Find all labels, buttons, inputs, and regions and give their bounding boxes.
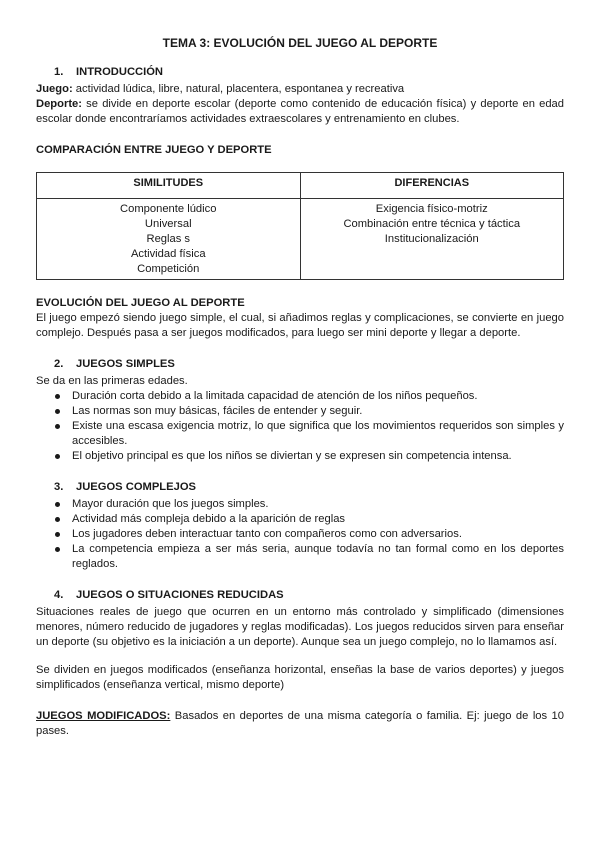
definition-deporte: [36, 97, 564, 127]
table-cell-item: Exigencia físico-motriz: [375, 203, 488, 215]
list-item: Los jugadores deben interactuar tanto con compañeros como con adversarios.: [54, 527, 564, 542]
section-number: 2.: [54, 358, 64, 370]
table-cell-item: Reglas s: [146, 233, 191, 245]
comparison-table: [36, 172, 564, 280]
definition-juego: [36, 82, 564, 97]
table-header-diferencias: DIFERENCIAS: [300, 173, 564, 199]
list-item: La competencia empieza a ser más seria, aunque todavía no tan formal como en los deportes reglados.: [54, 542, 564, 572]
section-heading-juegos-reducidos: [54, 588, 564, 603]
table-cell-item: Actividad física: [130, 248, 206, 260]
section-title: INTRODUCCIÓN: [76, 66, 164, 78]
evolucion-paragraph: El juego empezó siendo juego simple, el cual, si añadimos reglas y complicaciones, se convierte en juego complejo. Después pasa a ser juegos modificados, para luego ser mini deporte y llegar a deporte.: [36, 312, 564, 339]
evolucion-heading: EVOLUCIÓN DEL JUEGO AL DEPORTE: [36, 297, 245, 309]
comparison-heading: COMPARACIÓN ENTRE JUEGO Y DEPORTE: [36, 144, 272, 156]
juegos-simples-list: [36, 389, 564, 464]
section-title: JUEGOS COMPLEJOS: [76, 481, 196, 493]
table-cell-item: Competición: [137, 263, 200, 275]
table-cell-item: Universal: [144, 218, 192, 230]
term-text: se divide en deporte escolar (deporte como contenido de educación física) y deporte en edad escolar donde encontraríamos actividades extraescolares y entrenamiento en clubes.: [36, 98, 564, 125]
juegos-complejos-list: [36, 497, 564, 572]
juegos-modificados-paragraph: [36, 709, 564, 739]
section-number: 4.: [54, 589, 64, 601]
section-heading-juegos-simples: [54, 357, 564, 372]
section-number: 3.: [54, 481, 64, 493]
document-title: TEMA 3: EVOLUCIÓN DEL JUEGO AL DEPORTE: [162, 36, 438, 50]
section-title: JUEGOS O SITUACIONES REDUCIDAS: [76, 589, 284, 601]
diferencias-cell: [300, 199, 564, 280]
section-heading-introduccion: [54, 65, 564, 80]
juegos-reducidos-division: Se dividen en juegos modificados (enseñanza horizontal, enseñas la base de varios deportes) y juegos simplificados (enseñanza vertical, mismo deporte): [36, 664, 564, 691]
juegos-reducidos-paragraph: Situaciones reales de juego que ocurren en un entorno más controlado y simplificado (dimensiones menores, número reducido de jugadores y reglas modificadas). Los juegos reducidos sirven para enseñar un deporte (su objetivo es la iniciación a un deporte). Aunque sea un juego complejo, no lo llamamos así.: [36, 606, 564, 648]
section-number: 1.: [54, 66, 64, 78]
term-text: actividad lúdica, libre, natural, placentera, espontanea y recreativa: [72, 83, 405, 95]
term-text: Basados en deportes de una misma categoría o familia. Ej: juego de los 10 pases.: [36, 710, 565, 737]
list-item: El objetivo principal es que los niños se diviertan y se expresen sin competencia intensa.: [54, 449, 564, 464]
juegos-simples-intro: Se da en las primeras edades.: [36, 375, 188, 387]
list-item: Actividad más compleja debido a la aparición de reglas: [54, 512, 564, 527]
section-title: JUEGOS SIMPLES: [76, 358, 175, 370]
table-cell-item: Combinación entre técnica y táctica: [343, 218, 521, 230]
list-item: Las normas son muy básicas, fáciles de entender y seguir.: [54, 404, 564, 419]
list-item: Duración corta debido a la limitada capacidad de atención de los niños pequeños.: [54, 389, 564, 404]
list-item: Mayor duración que los juegos simples.: [54, 497, 564, 512]
term-label: Deporte:: [36, 98, 82, 110]
term-label: Juego:: [36, 83, 73, 95]
table-cell-item: Componente lúdico: [120, 203, 217, 215]
table-header-similitudes: SIMILITUDES: [37, 173, 301, 199]
similitudes-cell: [37, 199, 301, 280]
document-page: [36, 36, 564, 739]
list-item: Existe una escasa exigencia motriz, lo que significa que los movimientos requeridos son simples y accesibles.: [54, 419, 564, 449]
table-cell-item: Institucionalización: [384, 233, 479, 245]
term-label: JUEGOS MODIFICADOS:: [36, 710, 171, 722]
section-heading-juegos-complejos: [54, 480, 564, 495]
